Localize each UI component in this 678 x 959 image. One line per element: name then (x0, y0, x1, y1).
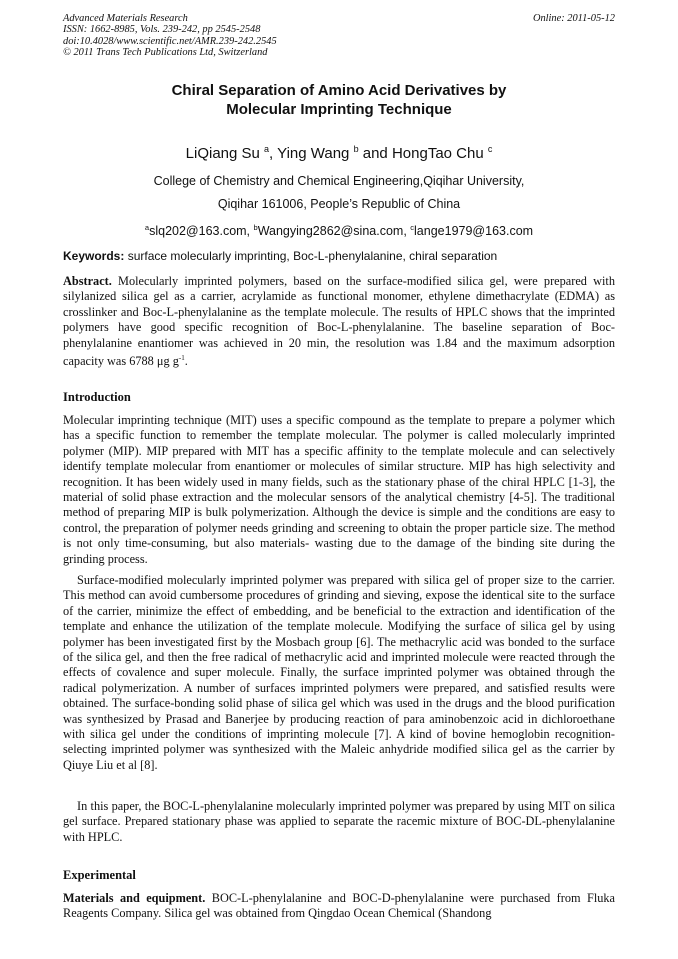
abstract-text: Molecularly imprinted polymers, based on the surface-modified silica gel, were prepared with silylanized silica gel as a carrier, acrylamide as functional monomer, ethylene dimethacrylate (EDMA) as crosslinker and Boc-L-phenylalanine as the template molecule. The results of HPLC shows that the imprinted polymers have good specific recognition of Boc-L-phenylalanine. The baseline separation of Boc-phenylalanine enantiomer was achieved in 20 min, the resolution was 1.84 and the maximum adsorption capacity was 6788 μg g (63, 274, 615, 369)
email-a-sup: a (144, 223, 150, 232)
affiliation-line-1: College of Chemistry and Chemical Engineering,Qiqihar University, (153, 174, 525, 188)
experimental-heading: Experimental (63, 868, 136, 882)
materials-text: BOC-L-phenylalanine and BOC-D-phenylalanine were purchased from Fluka Reagents Company. Silica gel was obtained from Qingdao Ocean Chemical (Shandong (63, 891, 616, 921)
author-separator: and (358, 145, 392, 162)
email-c-sup: c (410, 223, 415, 232)
email-b-sup: b (253, 223, 258, 232)
materials-paragraph (63, 891, 615, 922)
abstract-unit-sup: -1 (178, 354, 185, 363)
keywords (63, 249, 615, 263)
issn-line: ISSN: 1662-8985, Vols. 239-242, pp 2545-2548 (63, 24, 261, 36)
keywords-text: surface molecularly imprinting, Boc-L-phenylalanine, chiral separation (124, 249, 498, 263)
email-a: slq202@163.com, (149, 224, 254, 239)
intro-paragraph-1: Molecular imprinting technique (MIT) uses a specific compound as the template to prepare a polymer which has a specific function to remember the template molecular. The polymer is called molecularly imprinted polymer (MIP). MIP prepared with MIT has a specific affinity to the template molecule and can selectively identify template molecular from enantiomer or molecules of similar structure. MIP has high selectivity and recognition. It has been widely used in many fields, such as the stationary phase of the chiral HPLC [1-3], the material of solid phase extraction and the molecular sensors of the analytical chemistry [4-5]. The traditional method of preparing MIP is bulk polymerization. Although the device is simple and the conditions are easy to control, the preparation of polymer needs grinding and screening to obtain the proper particle size. The method is not only time-consuming, but also materials- wasting due to the damage of the binding site during the grinding process. (63, 413, 615, 566)
author-3: HongTao Chu (391, 145, 484, 162)
author-separator: , (269, 145, 278, 162)
doi-line: doi:10.4028/www.scientific.net/AMR.239-242.2545 (63, 35, 277, 47)
affiliation (63, 170, 615, 243)
email-b: Wangying2862@sina.com, (257, 224, 411, 239)
title-line-1: Chiral Separation of Amino Acid Derivatives by (171, 82, 507, 99)
author-1: LiQiang Su (185, 145, 260, 162)
author-list (63, 144, 615, 162)
author-2-sup: b (353, 144, 359, 154)
email-c: lange1979@163.com (414, 224, 534, 239)
title-line-2: Molecular Imprinting Technique (226, 100, 452, 118)
abstract-end: . (184, 354, 188, 369)
materials-label: Materials and equipment. (63, 891, 206, 905)
intro-paragraph-3: In this paper, the BOC-L-phenylalanine molecularly imprinted polymer was prepared by using MIT on silica gel surface. Prepared stationary phase was applied to separate the racemic mixture of BOC-DL-phenylalanine with HPLC. (63, 799, 615, 844)
introduction-heading: Introduction (63, 390, 131, 404)
copyright-line: © 2011 Trans Tech Publications Ltd, Switzerland (63, 46, 268, 58)
intro-paragraph-2: Surface-modified molecularly imprinted polymer was prepared with silica gel of proper size to the carrier. This method can avoid cumbersome procedures of grinding and sieving, expose the identical site to the surface of the carrier, minimize the effect of embedding, and be beneficial to the extraction and identification of the template and enhance the utilization of the template molecule. Modifying the surface of silica gel by using polymer has been investigated first by the Mosbach group [6]. The methacrylic acid was bonded to the surface of the silica gel, and then the free radical of methacrylic acid and imprinted molecule were reacted through the effects of covalence and super molecule. Finally, the surface imprinted polymer was obtained through the radical polymerization. A number of surfaces imprinted polymers were prepared, and satisfied results were obtained. The surface-bonding solid phase of silica gel which was used in the drugs and the blood purification was synthesized by Prasad and Banerjee by producing reaction of para aminobenzoic acid in dichloroethane with silica gel under the conditions of imprinting molecule [7]. A kind of bovine hemoglobin recognition-selecting imprinted polymer was synthesized with the Maleic anhydride modified silica gel as the carrier by Qiuye Liu et al [8]. (63, 573, 615, 772)
abstract-label: Abstract. (63, 274, 112, 288)
paper-title (63, 82, 615, 119)
email-line (63, 216, 615, 243)
journal-name: Advanced Materials Research (63, 13, 188, 24)
keywords-label: Keywords: (63, 249, 125, 263)
publication-info (63, 13, 277, 58)
author-2: Ying Wang (277, 145, 350, 162)
author-1-sup: a (264, 144, 270, 154)
online-date: Online: 2011-05-12 (532, 13, 615, 24)
affiliation-line-2: Qiqihar 161006, People’s Republic of China (217, 197, 461, 211)
abstract-paragraph (63, 274, 615, 370)
author-3-sup: c (487, 144, 493, 154)
